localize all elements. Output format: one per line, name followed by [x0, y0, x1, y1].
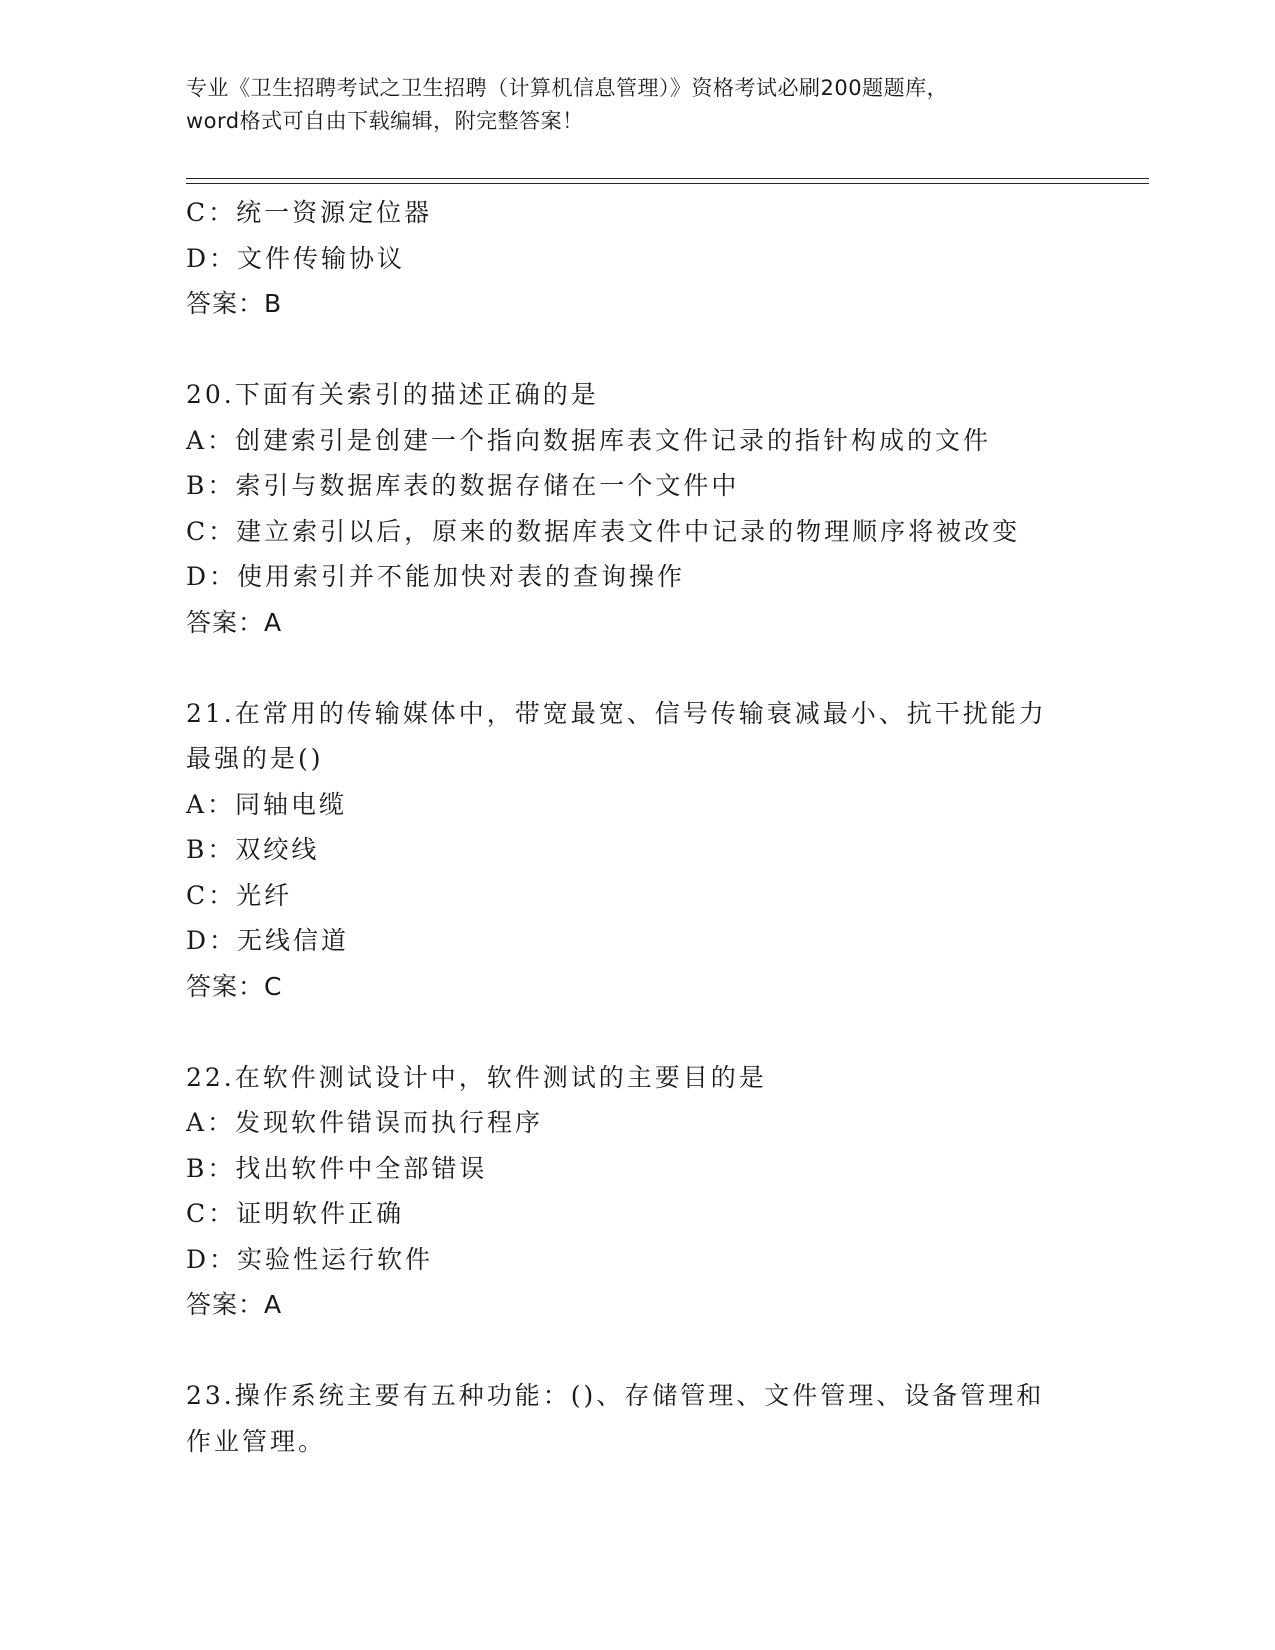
spacer — [186, 327, 1086, 373]
option-a: A：发现软件错误而执行程序 — [186, 1108, 544, 1137]
option-c: C：统一资源定位器 — [186, 198, 433, 227]
option-b: B：索引与数据库表的数据存储在一个文件中 — [186, 471, 740, 500]
question-stem: 23.操作系统主要有五种功能：()、存储管理、文件管理、设备管理和 — [186, 1381, 1045, 1410]
question-stem-continued: 作业管理。 — [186, 1426, 327, 1456]
question-stem-continued: 最强的是() — [186, 744, 324, 773]
header-line-1: 专业《卫生招聘考试之卫生招聘（计算机信息管理）》资格考试必刷200题题库， — [186, 76, 949, 100]
header-divider-top — [186, 178, 1149, 179]
question-23 — [186, 1373, 1086, 1464]
spacer — [186, 1328, 1086, 1374]
document-header — [186, 72, 1086, 138]
question-list — [186, 190, 1086, 1464]
option-a: A：创建索引是创建一个指向数据库表文件记录的指针构成的文件 — [186, 425, 992, 455]
option-d: D：无线信道 — [186, 926, 350, 955]
answer: 答案：C — [186, 971, 283, 1001]
header-divider-bottom — [186, 183, 1149, 184]
question-stem: 21.在常用的传输媒体中，带宽最宽、信号传输衰减最小、抗干扰能力 — [186, 698, 1047, 728]
option-d: D：文件传输协议 — [186, 243, 406, 273]
question-21 — [186, 691, 1086, 1010]
question-20 — [186, 372, 1086, 645]
question-22 — [186, 1055, 1086, 1328]
header-line-2: word格式可自由下载编辑，附完整答案！ — [186, 109, 584, 133]
option-c: C：建立索引以后，原来的数据库表文件中记录的物理顺序将被改变 — [186, 516, 1021, 546]
option-d: D：实验性运行软件 — [186, 1244, 434, 1274]
spacer — [186, 1009, 1086, 1055]
answer: 答案：B — [186, 289, 283, 318]
option-a: A：同轴电缆 — [186, 789, 348, 819]
spacer — [186, 645, 1086, 691]
option-c: C：证明软件正确 — [186, 1199, 405, 1228]
question-19-tail — [186, 190, 1086, 327]
option-d: D：使用索引并不能加快对表的查询操作 — [186, 562, 686, 591]
option-b: B：双绞线 — [186, 835, 320, 864]
answer: 答案：A — [186, 1290, 283, 1319]
question-stem: 22.在软件测试设计中，软件测试的主要目的是 — [186, 1062, 767, 1092]
question-stem: 20.下面有关索引的描述正确的是 — [186, 380, 599, 409]
option-c: C：光纤 — [186, 880, 293, 910]
option-b: B：找出软件中全部错误 — [186, 1153, 488, 1183]
answer: 答案：A — [186, 607, 283, 637]
